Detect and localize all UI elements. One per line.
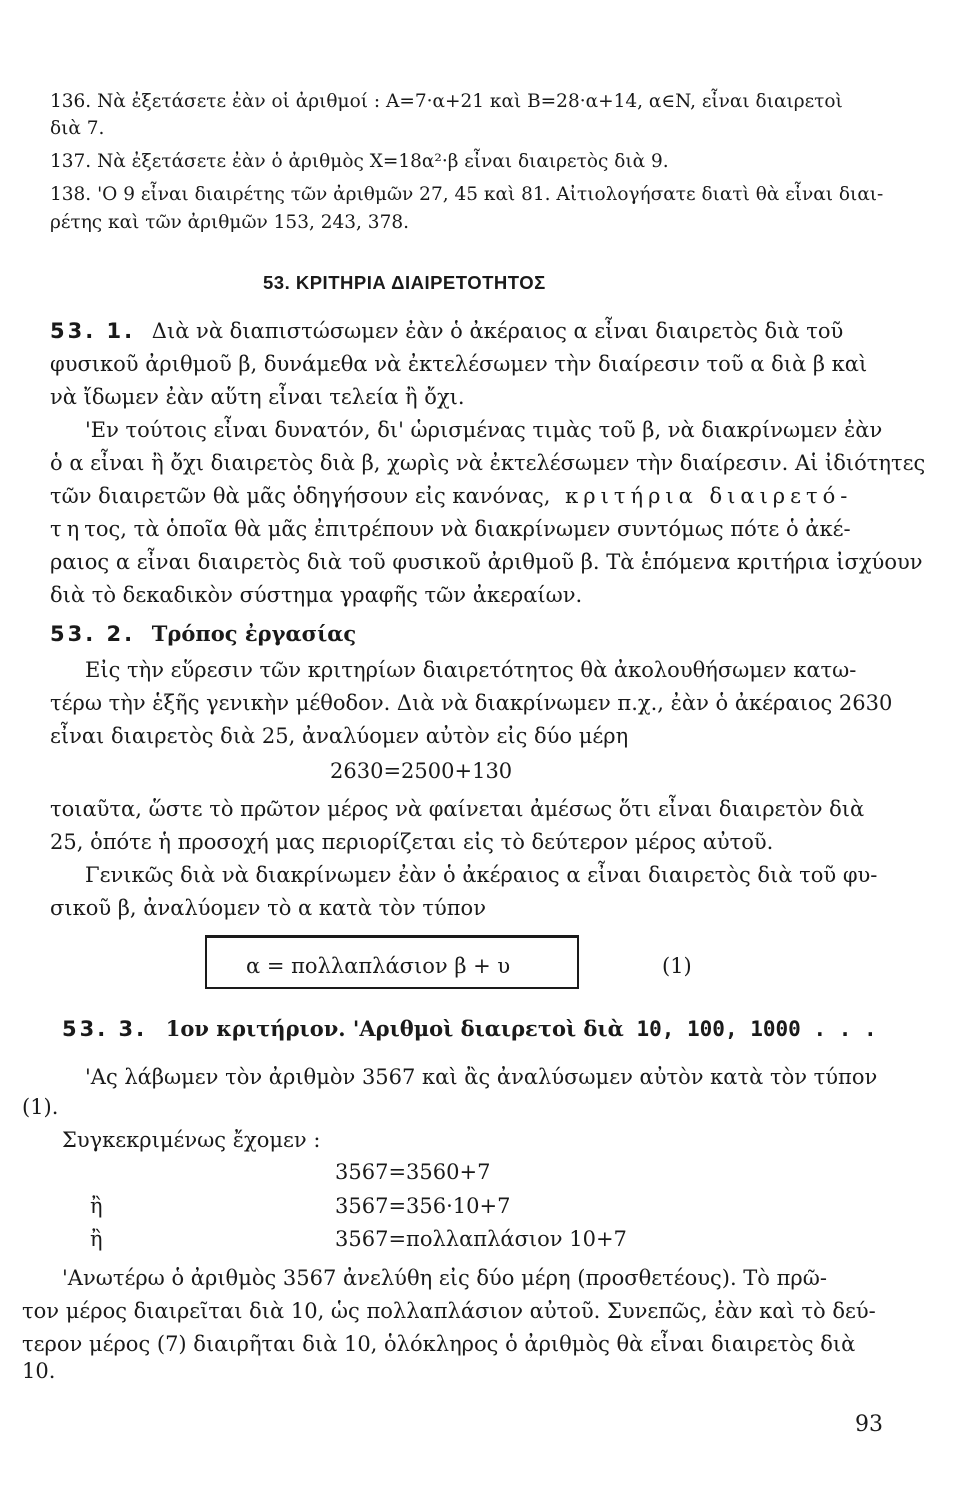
section-53-3-number: 53. 3. bbox=[62, 1017, 148, 1041]
section-53-3-heading bbox=[62, 1015, 877, 1043]
chapter-title: 53. ΚΡΙΤΗΡΙΑ ΔΙΑΙΡΕΤΟΤΗΤΟΣ bbox=[263, 272, 546, 293]
boxed-formula: α = πολλαπλάσιον β + υ bbox=[246, 954, 511, 978]
equation-prefix-or-2: ἢ bbox=[90, 1227, 103, 1251]
section-53-3-title: 1ον κριτήριον. 'Αριθμοὶ διαιρετοὶ διὰ bbox=[165, 1016, 624, 1041]
spaced-term-part1: κριτήρια διαιρετό- bbox=[565, 484, 853, 508]
section-53-3-line2: (1). bbox=[22, 1095, 59, 1119]
section-53-2-line3: εἶναι διαιρετὸς διὰ 25, ἀναλύομεν αὐτὸν εἰς δύο μέρη bbox=[50, 724, 629, 748]
section-53-1-line4: 'Εν τούτοις εἶναι δυνατόν, δι' ὡρισμένας τιμὰς τοῦ β, νὰ διακρίνωμεν ἐὰν bbox=[85, 418, 883, 442]
exercise-138-line2: ρέτης καὶ τῶν ἀριθμῶν 153, 243, 378. bbox=[50, 212, 409, 233]
section-53-2-line2: τέρω τὴν ἑξῆς γενικὴν μέθοδον. Διὰ νὰ διακρίνωμεν π.χ., ἐὰν ὁ ἀκέραιος 2630 bbox=[50, 691, 893, 715]
exercise-136-line1: 136. Νὰ ἐξετάσετε ἐὰν οἱ ἀριθμοί : A=7·α+21 καὶ B=28·α+14, α∈N, εἶναι διαιρετοὶ bbox=[50, 91, 843, 112]
section-53-3-line7: 10. bbox=[22, 1359, 56, 1383]
formula-label: (1) bbox=[662, 954, 692, 978]
section-53-2-heading bbox=[50, 620, 356, 648]
section-53-2-line7: σικοῦ β, ἀναλύομεν τὸ α κατὰ τὸν τύπον bbox=[50, 896, 486, 920]
section-53-2-line4: τοιαῦτα, ὥστε τὸ πρῶτον μέρος νὰ φαίνεται ἀμέσως ὅτι εἶναι διαιρετὸν διὰ bbox=[50, 797, 865, 821]
section-53-1-line7 bbox=[50, 515, 851, 543]
exercise-138-line1: 138. 'Ο 9 εἶναι διαιρέτης τῶν ἀριθμῶν 27, 45 καὶ 81. Αἰτιολογήσατε διατὶ θὰ εἶναι διαι- bbox=[50, 184, 884, 205]
section-53-1-line6 bbox=[50, 482, 852, 510]
section-53-1-line8: ραιος α εἶναι διαιρετὸς διὰ τοῦ φυσικοῦ ἀριθμοῦ β. Τὰ ἑπόμενα κριτήρια ἰσχύουν bbox=[50, 550, 923, 574]
equation-3567-a: 3567=3560+7 bbox=[335, 1160, 491, 1184]
section-53-3-line6: τερον μέρος (7) διαιρῆται διὰ 10, ὁλόκληρος ὁ ἀριθμὸς θὰ εἶναι διαιρετὸς διὰ bbox=[22, 1332, 856, 1356]
section-53-3-line4: 'Ανωτέρω ὁ ἀριθμὸς 3567 ἀνελύθη εἰς δύο μέρη (προσθετέους). Τὸ πρῶ- bbox=[62, 1266, 827, 1290]
equation-prefix-or-1: ἢ bbox=[90, 1194, 103, 1218]
section-53-1-line9: διὰ τὸ δεκαδικὸν σύστημα γραφῆς τῶν ἀκεραίων. bbox=[50, 583, 583, 607]
spaced-term-part2: τη bbox=[50, 517, 85, 541]
equation-2630: 2630=2500+130 bbox=[330, 759, 513, 783]
section-53-3-line3: Συγκεκριμένως ἔχομεν : bbox=[62, 1128, 321, 1152]
section-53-1-line3: νὰ ἴδωμεν ἐὰν αὕτη εἶναι τελεία ἢ ὄχι. bbox=[50, 385, 465, 409]
section-53-3-line1: 'Ας λάβωμεν τὸν ἀριθμὸν 3567 καὶ ἂς ἀναλύσωμεν αὐτὸν κατὰ τὸν τύπον bbox=[85, 1065, 878, 1089]
section-53-1-line1 bbox=[50, 317, 843, 345]
section-53-1-line2: φυσικοῦ ἀριθμοῦ β, δυνάμεθα νὰ ἐκτελέσωμεν τὴν διαίρεσιν τοῦ α διὰ β καὶ bbox=[50, 352, 868, 376]
section-53-3-title-numbers: 10, 100, 1000 . . . bbox=[636, 1017, 877, 1041]
section-53-2-line6: Γενικῶς διὰ νὰ διακρίνωμεν ἐὰν ὁ ἀκέραιος α εἶναι διαιρετὸς διὰ τοῦ φυ- bbox=[85, 863, 878, 887]
page-number: 93 bbox=[855, 1412, 883, 1437]
equation-3567-b: 3567=356·10+7 bbox=[335, 1194, 511, 1218]
section-53-2-line1: Εἰς τὴν εὕρεσιν τῶν κριτηρίων διαιρετότητος θὰ ἀκολουθήσωμεν κατω- bbox=[85, 658, 857, 682]
exercise-137: 137. Νὰ ἐξετάσετε ἐὰν ὁ ἀριθμὸς X=18α²·β εἶναι διαιρετὸς διὰ 9. bbox=[50, 151, 669, 172]
section-53-1-line5: ὁ α εἶναι ἢ ὄχι διαιρετὸς διὰ β, χωρὶς νὰ ἐκτελέσωμεν τὴν διαίρεσιν. Αἱ ἰδιότητες bbox=[50, 451, 926, 475]
section-53-1-line7-text: τος, τὰ ὁποῖα θὰ μᾶς ἐπιτρέπουν νὰ διακρίνωμεν συντόμως πότε ὁ ἀκέ- bbox=[84, 517, 851, 541]
section-53-2-number: 53. 2. bbox=[50, 622, 136, 646]
section-53-2-title: Τρόπος ἐργασίας bbox=[151, 621, 357, 646]
equation-3567-c: 3567=πολλαπλάσιον 10+7 bbox=[335, 1227, 627, 1251]
section-53-1-text: Διὰ νὰ διαπιστώσωμεν ἐὰν ὁ ἀκέραιος α εἶναι διαιρετὸς διὰ τοῦ bbox=[151, 319, 844, 343]
section-53-3-line5: τον μέρος διαιρεῖται διὰ 10, ὡς πολλαπλάσιον αὐτοῦ. Συνεπῶς, ἐὰν καὶ τὸ δεύ- bbox=[22, 1299, 876, 1323]
section-53-2-line5: 25, ὁπότε ἡ προσοχή μας περιορίζεται εἰς τὸ δεύτερον μέρος αὐτοῦ. bbox=[50, 830, 774, 854]
section-53-1-number: 53. 1. bbox=[50, 319, 136, 343]
exercise-136-line2: διὰ 7. bbox=[50, 118, 105, 139]
section-53-1-line6-text: τῶν διαιρετῶν θὰ μᾶς ὁδηγήσουν εἰς κανόνας, bbox=[50, 484, 551, 508]
